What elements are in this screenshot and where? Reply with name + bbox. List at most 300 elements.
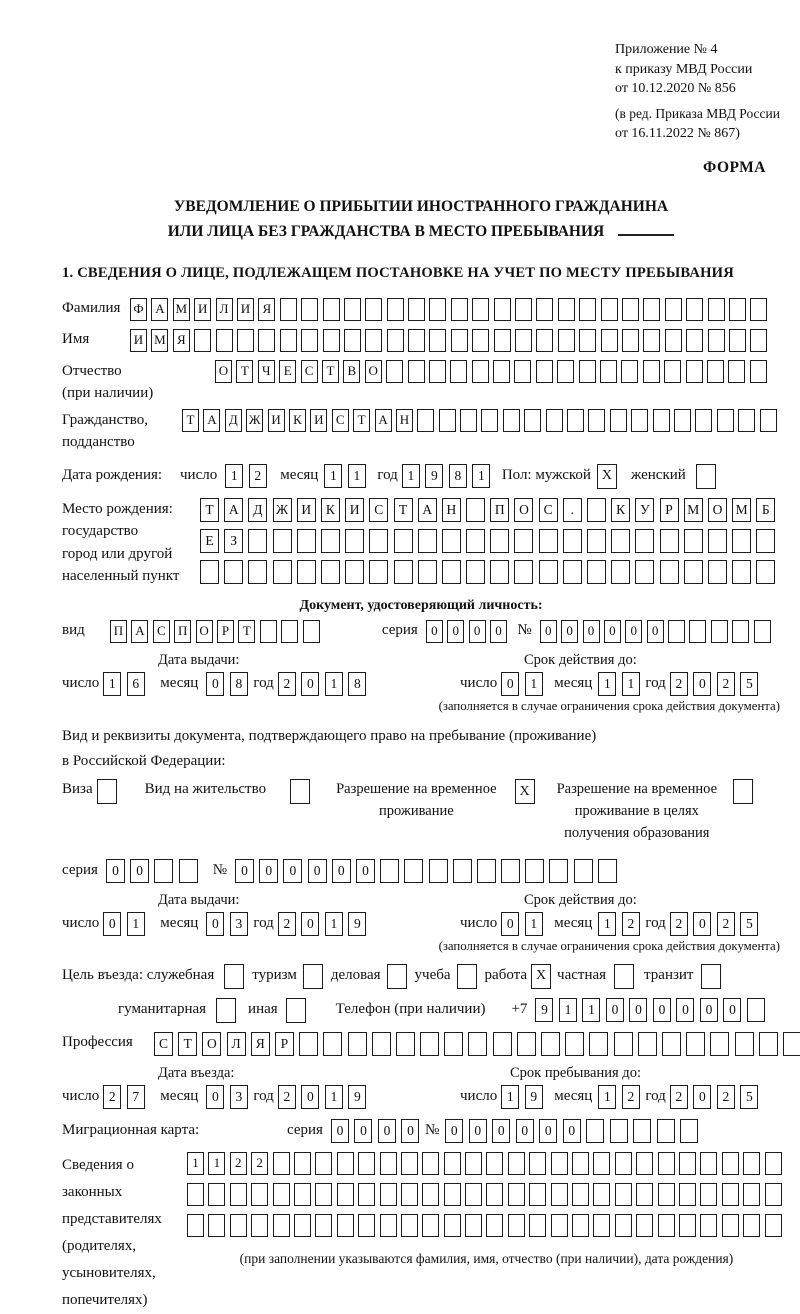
char-cell[interactable] bbox=[429, 360, 446, 383]
char-cell[interactable] bbox=[251, 1214, 268, 1237]
char-cell[interactable] bbox=[494, 298, 511, 321]
char-cell[interactable]: Б bbox=[756, 498, 775, 522]
char-cell[interactable]: 0 bbox=[469, 620, 486, 643]
char-cell[interactable] bbox=[686, 329, 703, 352]
char-cell[interactable]: В bbox=[343, 360, 360, 383]
permit-issue-month-boxes[interactable] bbox=[206, 912, 253, 936]
char-cell[interactable] bbox=[610, 1119, 628, 1143]
char-cell[interactable]: 2 bbox=[230, 1152, 247, 1175]
char-cell[interactable] bbox=[622, 298, 639, 321]
char-cell[interactable] bbox=[273, 529, 292, 553]
char-cell[interactable] bbox=[281, 620, 298, 643]
char-cell[interactable] bbox=[565, 1032, 584, 1056]
char-cell[interactable]: А bbox=[131, 620, 148, 643]
char-cell[interactable] bbox=[380, 1183, 397, 1206]
visa-checkbox[interactable] bbox=[97, 779, 117, 804]
char-cell[interactable]: 0 bbox=[469, 1119, 487, 1143]
char-cell[interactable]: У bbox=[635, 498, 654, 522]
purpose-business-checkbox[interactable] bbox=[387, 964, 407, 989]
char-cell[interactable] bbox=[574, 859, 593, 883]
char-cell[interactable] bbox=[380, 859, 399, 883]
char-cell[interactable] bbox=[635, 560, 654, 584]
char-cell[interactable] bbox=[689, 620, 706, 643]
char-cell[interactable]: 8 bbox=[230, 672, 248, 696]
char-cell[interactable] bbox=[466, 560, 485, 584]
char-cell[interactable]: 0 bbox=[308, 859, 327, 883]
char-cell[interactable] bbox=[508, 1183, 525, 1206]
char-cell[interactable] bbox=[754, 620, 771, 643]
char-cell[interactable]: 1 bbox=[582, 998, 600, 1022]
char-cell[interactable]: И bbox=[297, 498, 316, 522]
char-cell[interactable]: А bbox=[224, 498, 243, 522]
char-cell[interactable]: 0 bbox=[693, 1085, 711, 1109]
char-cell[interactable]: 1 bbox=[525, 672, 543, 696]
char-cell[interactable]: П bbox=[174, 620, 191, 643]
char-cell[interactable] bbox=[615, 1152, 632, 1175]
char-cell[interactable] bbox=[358, 1152, 375, 1175]
char-cell[interactable]: 0 bbox=[693, 912, 711, 936]
char-cell[interactable]: С bbox=[539, 498, 558, 522]
char-cell[interactable]: 2 bbox=[717, 672, 735, 696]
char-cell[interactable] bbox=[224, 560, 243, 584]
char-cell[interactable]: 0 bbox=[676, 998, 694, 1022]
char-cell[interactable] bbox=[631, 409, 648, 432]
char-cell[interactable] bbox=[695, 409, 712, 432]
char-cell[interactable]: И bbox=[237, 298, 254, 321]
char-cell[interactable]: 0 bbox=[647, 620, 664, 643]
char-cell[interactable] bbox=[684, 560, 703, 584]
doc-series-boxes[interactable] bbox=[426, 620, 512, 643]
char-cell[interactable]: 0 bbox=[354, 1119, 372, 1143]
char-cell[interactable]: 9 bbox=[425, 464, 443, 488]
char-cell[interactable]: О bbox=[365, 360, 382, 383]
char-cell[interactable]: 1 bbox=[559, 998, 577, 1022]
char-cell[interactable] bbox=[572, 1214, 589, 1237]
birthplace-row2-boxes[interactable] bbox=[200, 529, 781, 553]
char-cell[interactable]: 5 bbox=[740, 1085, 758, 1109]
doc-issue-day-boxes[interactable] bbox=[103, 672, 150, 696]
char-cell[interactable] bbox=[465, 1183, 482, 1206]
char-cell[interactable]: 1 bbox=[598, 672, 616, 696]
char-cell[interactable]: 0 bbox=[356, 859, 375, 883]
char-cell[interactable]: 0 bbox=[693, 672, 711, 696]
char-cell[interactable] bbox=[187, 1214, 204, 1237]
char-cell[interactable] bbox=[660, 560, 679, 584]
char-cell[interactable] bbox=[633, 1119, 651, 1143]
char-cell[interactable] bbox=[154, 859, 173, 883]
char-cell[interactable] bbox=[408, 360, 425, 383]
char-cell[interactable]: 7 bbox=[127, 1085, 145, 1109]
char-cell[interactable]: 0 bbox=[235, 859, 254, 883]
char-cell[interactable]: 0 bbox=[653, 998, 671, 1022]
edu-permit-checkbox[interactable] bbox=[733, 779, 753, 804]
char-cell[interactable]: 0 bbox=[259, 859, 278, 883]
char-cell[interactable] bbox=[546, 409, 563, 432]
char-cell[interactable] bbox=[422, 1183, 439, 1206]
char-cell[interactable]: Т bbox=[394, 498, 413, 522]
char-cell[interactable] bbox=[665, 329, 682, 352]
char-cell[interactable] bbox=[665, 298, 682, 321]
char-cell[interactable]: 1 bbox=[325, 672, 343, 696]
citizenship-boxes[interactable] bbox=[182, 409, 781, 432]
char-cell[interactable] bbox=[750, 360, 767, 383]
char-cell[interactable]: Т bbox=[353, 409, 370, 432]
char-cell[interactable] bbox=[729, 329, 746, 352]
char-cell[interactable] bbox=[303, 620, 320, 643]
char-cell[interactable] bbox=[273, 1152, 290, 1175]
char-cell[interactable]: С bbox=[154, 1032, 173, 1056]
char-cell[interactable] bbox=[418, 560, 437, 584]
char-cell[interactable] bbox=[593, 1152, 610, 1175]
char-cell[interactable] bbox=[208, 1183, 225, 1206]
char-cell[interactable] bbox=[380, 1214, 397, 1237]
char-cell[interactable]: 1 bbox=[622, 672, 640, 696]
entry-day-boxes[interactable] bbox=[103, 1085, 150, 1109]
purpose-study-checkbox[interactable] bbox=[457, 964, 477, 989]
char-cell[interactable]: 0 bbox=[301, 912, 319, 936]
char-cell[interactable]: И bbox=[130, 329, 147, 352]
char-cell[interactable]: 1 bbox=[325, 912, 343, 936]
char-cell[interactable] bbox=[686, 360, 703, 383]
birth-month-boxes[interactable] bbox=[324, 464, 371, 488]
char-cell[interactable]: 0 bbox=[332, 859, 351, 883]
char-cell[interactable]: З bbox=[224, 529, 243, 553]
char-cell[interactable] bbox=[444, 1183, 461, 1206]
phone-boxes[interactable] bbox=[535, 998, 770, 1022]
char-cell[interactable] bbox=[643, 360, 660, 383]
char-cell[interactable] bbox=[760, 409, 777, 432]
char-cell[interactable] bbox=[515, 298, 532, 321]
char-cell[interactable]: Н bbox=[396, 409, 413, 432]
purpose-other-checkbox[interactable] bbox=[286, 998, 306, 1023]
stay-month-boxes[interactable] bbox=[598, 1085, 645, 1109]
char-cell[interactable] bbox=[460, 409, 477, 432]
char-cell[interactable] bbox=[636, 1183, 653, 1206]
char-cell[interactable] bbox=[501, 859, 520, 883]
char-cell[interactable]: С bbox=[153, 620, 170, 643]
char-cell[interactable] bbox=[643, 329, 660, 352]
char-cell[interactable] bbox=[636, 1152, 653, 1175]
char-cell[interactable] bbox=[708, 529, 727, 553]
char-cell[interactable] bbox=[258, 329, 275, 352]
purpose-humanitarian-checkbox[interactable] bbox=[216, 998, 236, 1023]
char-cell[interactable]: 0 bbox=[540, 620, 557, 643]
char-cell[interactable] bbox=[466, 529, 485, 553]
char-cell[interactable]: 2 bbox=[670, 1085, 688, 1109]
birth-year-boxes[interactable] bbox=[402, 464, 496, 488]
char-cell[interactable]: 9 bbox=[348, 1085, 366, 1109]
char-cell[interactable]: 1 bbox=[103, 672, 121, 696]
char-cell[interactable] bbox=[422, 1152, 439, 1175]
char-cell[interactable]: О bbox=[514, 498, 533, 522]
char-cell[interactable]: 0 bbox=[501, 672, 519, 696]
char-cell[interactable] bbox=[273, 1214, 290, 1237]
char-cell[interactable]: 2 bbox=[717, 912, 735, 936]
char-cell[interactable] bbox=[700, 1152, 717, 1175]
char-cell[interactable]: Р bbox=[275, 1032, 294, 1056]
char-cell[interactable]: 0 bbox=[301, 1085, 319, 1109]
char-cell[interactable] bbox=[260, 620, 277, 643]
purpose-transit-checkbox[interactable] bbox=[701, 964, 721, 989]
entry-month-boxes[interactable] bbox=[206, 1085, 253, 1109]
char-cell[interactable] bbox=[732, 620, 749, 643]
char-cell[interactable]: 2 bbox=[251, 1152, 268, 1175]
purpose-work-checkbox[interactable]: X bbox=[531, 964, 551, 989]
char-cell[interactable] bbox=[365, 329, 382, 352]
char-cell[interactable] bbox=[444, 1214, 461, 1237]
char-cell[interactable] bbox=[337, 1214, 354, 1237]
permit-number-boxes[interactable] bbox=[235, 859, 622, 883]
char-cell[interactable] bbox=[551, 1183, 568, 1206]
doc-issue-year-boxes[interactable] bbox=[278, 672, 372, 696]
char-cell[interactable]: 5 bbox=[740, 912, 758, 936]
char-cell[interactable]: 0 bbox=[490, 620, 507, 643]
char-cell[interactable]: 0 bbox=[604, 620, 621, 643]
char-cell[interactable] bbox=[539, 529, 558, 553]
char-cell[interactable] bbox=[536, 298, 553, 321]
char-cell[interactable] bbox=[429, 859, 448, 883]
char-cell[interactable] bbox=[615, 1214, 632, 1237]
char-cell[interactable] bbox=[468, 1032, 487, 1056]
legal-row1-boxes[interactable] bbox=[187, 1152, 786, 1175]
char-cell[interactable] bbox=[579, 298, 596, 321]
char-cell[interactable]: 1 bbox=[127, 912, 145, 936]
char-cell[interactable] bbox=[743, 1214, 760, 1237]
char-cell[interactable] bbox=[280, 298, 297, 321]
char-cell[interactable] bbox=[517, 1032, 536, 1056]
char-cell[interactable]: Т bbox=[182, 409, 199, 432]
doc-number-boxes[interactable] bbox=[540, 620, 775, 643]
char-cell[interactable] bbox=[759, 1032, 778, 1056]
char-cell[interactable] bbox=[593, 1183, 610, 1206]
char-cell[interactable]: Н bbox=[442, 498, 461, 522]
char-cell[interactable] bbox=[729, 298, 746, 321]
char-cell[interactable] bbox=[358, 1214, 375, 1237]
mig-series-boxes[interactable] bbox=[331, 1119, 425, 1143]
char-cell[interactable] bbox=[536, 360, 553, 383]
char-cell[interactable] bbox=[567, 409, 584, 432]
char-cell[interactable] bbox=[515, 329, 532, 352]
char-cell[interactable] bbox=[345, 529, 364, 553]
char-cell[interactable] bbox=[783, 1032, 800, 1056]
char-cell[interactable] bbox=[610, 409, 627, 432]
char-cell[interactable] bbox=[653, 409, 670, 432]
char-cell[interactable] bbox=[387, 298, 404, 321]
char-cell[interactable] bbox=[529, 1152, 546, 1175]
char-cell[interactable] bbox=[686, 298, 703, 321]
char-cell[interactable]: П bbox=[110, 620, 127, 643]
char-cell[interactable]: И bbox=[268, 409, 285, 432]
char-cell[interactable] bbox=[635, 529, 654, 553]
char-cell[interactable]: 6 bbox=[127, 672, 145, 696]
char-cell[interactable]: 0 bbox=[206, 1085, 224, 1109]
char-cell[interactable]: О bbox=[708, 498, 727, 522]
char-cell[interactable]: 0 bbox=[723, 998, 741, 1022]
char-cell[interactable]: 1 bbox=[598, 1085, 616, 1109]
char-cell[interactable]: 0 bbox=[625, 620, 642, 643]
char-cell[interactable] bbox=[451, 298, 468, 321]
char-cell[interactable] bbox=[444, 1152, 461, 1175]
char-cell[interactable] bbox=[372, 1032, 391, 1056]
char-cell[interactable]: М bbox=[684, 498, 703, 522]
char-cell[interactable]: 1 bbox=[402, 464, 420, 488]
char-cell[interactable]: Д bbox=[225, 409, 242, 432]
char-cell[interactable] bbox=[417, 409, 434, 432]
char-cell[interactable] bbox=[273, 560, 292, 584]
char-cell[interactable]: 1 bbox=[325, 1085, 343, 1109]
char-cell[interactable] bbox=[294, 1214, 311, 1237]
char-cell[interactable]: О bbox=[215, 360, 232, 383]
char-cell[interactable] bbox=[429, 329, 446, 352]
char-cell[interactable] bbox=[743, 1183, 760, 1206]
char-cell[interactable]: 0 bbox=[492, 1119, 510, 1143]
char-cell[interactable] bbox=[684, 529, 703, 553]
char-cell[interactable] bbox=[450, 360, 467, 383]
purpose-official-checkbox[interactable] bbox=[224, 964, 244, 989]
char-cell[interactable]: 0 bbox=[606, 998, 624, 1022]
sex-male-checkbox[interactable]: X bbox=[597, 464, 617, 489]
char-cell[interactable]: О bbox=[196, 620, 213, 643]
char-cell[interactable]: 1 bbox=[598, 912, 616, 936]
char-cell[interactable]: Ж bbox=[273, 498, 292, 522]
char-cell[interactable] bbox=[439, 409, 456, 432]
char-cell[interactable]: П bbox=[490, 498, 509, 522]
char-cell[interactable] bbox=[408, 298, 425, 321]
char-cell[interactable] bbox=[481, 409, 498, 432]
char-cell[interactable] bbox=[738, 409, 755, 432]
char-cell[interactable]: М bbox=[173, 298, 190, 321]
char-cell[interactable] bbox=[321, 560, 340, 584]
char-cell[interactable]: 0 bbox=[563, 1119, 581, 1143]
char-cell[interactable] bbox=[323, 1032, 342, 1056]
char-cell[interactable] bbox=[422, 1214, 439, 1237]
char-cell[interactable] bbox=[558, 329, 575, 352]
char-cell[interactable]: 0 bbox=[130, 859, 149, 883]
entry-year-boxes[interactable] bbox=[278, 1085, 372, 1109]
char-cell[interactable] bbox=[486, 1152, 503, 1175]
permit-expiry-year-boxes[interactable] bbox=[670, 912, 764, 936]
char-cell[interactable] bbox=[490, 529, 509, 553]
char-cell[interactable] bbox=[237, 329, 254, 352]
char-cell[interactable] bbox=[679, 1152, 696, 1175]
char-cell[interactable] bbox=[735, 1032, 754, 1056]
char-cell[interactable] bbox=[708, 298, 725, 321]
char-cell[interactable]: 2 bbox=[670, 912, 688, 936]
char-cell[interactable]: 9 bbox=[535, 998, 553, 1022]
char-cell[interactable]: 2 bbox=[717, 1085, 735, 1109]
char-cell[interactable] bbox=[294, 1183, 311, 1206]
char-cell[interactable] bbox=[187, 1183, 204, 1206]
char-cell[interactable]: Т bbox=[178, 1032, 197, 1056]
char-cell[interactable] bbox=[525, 859, 544, 883]
char-cell[interactable]: 0 bbox=[445, 1119, 463, 1143]
char-cell[interactable]: И bbox=[194, 298, 211, 321]
char-cell[interactable] bbox=[710, 1032, 729, 1056]
char-cell[interactable] bbox=[404, 859, 423, 883]
char-cell[interactable]: 0 bbox=[283, 859, 302, 883]
char-cell[interactable] bbox=[563, 560, 582, 584]
char-cell[interactable] bbox=[615, 1183, 632, 1206]
char-cell[interactable]: 0 bbox=[331, 1119, 349, 1143]
char-cell[interactable] bbox=[611, 529, 630, 553]
char-cell[interactable]: 3 bbox=[230, 912, 248, 936]
char-cell[interactable] bbox=[280, 329, 297, 352]
char-cell[interactable]: Ф bbox=[130, 298, 147, 321]
char-cell[interactable] bbox=[601, 298, 618, 321]
char-cell[interactable]: Я bbox=[173, 329, 190, 352]
char-cell[interactable] bbox=[660, 529, 679, 553]
char-cell[interactable]: Д bbox=[248, 498, 267, 522]
char-cell[interactable]: Т bbox=[236, 360, 253, 383]
char-cell[interactable] bbox=[664, 360, 681, 383]
char-cell[interactable] bbox=[658, 1152, 675, 1175]
char-cell[interactable]: 9 bbox=[348, 912, 366, 936]
char-cell[interactable] bbox=[587, 529, 606, 553]
char-cell[interactable]: Е bbox=[279, 360, 296, 383]
temp-permit-checkbox[interactable]: X bbox=[515, 779, 535, 804]
char-cell[interactable] bbox=[444, 1032, 463, 1056]
char-cell[interactable]: 0 bbox=[106, 859, 125, 883]
char-cell[interactable] bbox=[658, 1183, 675, 1206]
char-cell[interactable] bbox=[401, 1152, 418, 1175]
char-cell[interactable] bbox=[365, 298, 382, 321]
char-cell[interactable]: 0 bbox=[501, 912, 519, 936]
char-cell[interactable] bbox=[401, 1214, 418, 1237]
char-cell[interactable]: Е bbox=[200, 529, 219, 553]
char-cell[interactable]: 1 bbox=[324, 464, 342, 488]
char-cell[interactable] bbox=[611, 560, 630, 584]
char-cell[interactable]: 5 bbox=[740, 672, 758, 696]
char-cell[interactable] bbox=[638, 1032, 657, 1056]
char-cell[interactable] bbox=[587, 498, 606, 522]
char-cell[interactable] bbox=[563, 529, 582, 553]
char-cell[interactable] bbox=[394, 560, 413, 584]
char-cell[interactable] bbox=[658, 1214, 675, 1237]
char-cell[interactable]: 0 bbox=[700, 998, 718, 1022]
char-cell[interactable]: Т bbox=[200, 498, 219, 522]
char-cell[interactable] bbox=[579, 360, 596, 383]
char-cell[interactable]: 0 bbox=[301, 672, 319, 696]
char-cell[interactable] bbox=[708, 560, 727, 584]
char-cell[interactable] bbox=[732, 560, 751, 584]
char-cell[interactable] bbox=[765, 1214, 782, 1237]
char-cell[interactable] bbox=[344, 298, 361, 321]
char-cell[interactable]: О bbox=[202, 1032, 221, 1056]
char-cell[interactable]: 0 bbox=[561, 620, 578, 643]
char-cell[interactable] bbox=[273, 1183, 290, 1206]
doc-expiry-year-boxes[interactable] bbox=[670, 672, 764, 696]
char-cell[interactable]: 1 bbox=[225, 464, 243, 488]
char-cell[interactable] bbox=[323, 329, 340, 352]
char-cell[interactable] bbox=[717, 409, 734, 432]
char-cell[interactable] bbox=[572, 1183, 589, 1206]
char-cell[interactable]: А bbox=[418, 498, 437, 522]
char-cell[interactable]: Т bbox=[238, 620, 255, 643]
purpose-private-checkbox[interactable] bbox=[614, 964, 634, 989]
char-cell[interactable]: 0 bbox=[378, 1119, 396, 1143]
doc-expiry-month-boxes[interactable] bbox=[598, 672, 645, 696]
char-cell[interactable] bbox=[200, 560, 219, 584]
char-cell[interactable]: А bbox=[203, 409, 220, 432]
birth-day-boxes[interactable] bbox=[225, 464, 272, 488]
char-cell[interactable] bbox=[323, 298, 340, 321]
char-cell[interactable] bbox=[600, 360, 617, 383]
char-cell[interactable] bbox=[194, 329, 211, 352]
char-cell[interactable] bbox=[493, 1032, 512, 1056]
permit-expiry-day-boxes[interactable] bbox=[501, 912, 548, 936]
char-cell[interactable]: . bbox=[563, 498, 582, 522]
char-cell[interactable] bbox=[451, 329, 468, 352]
